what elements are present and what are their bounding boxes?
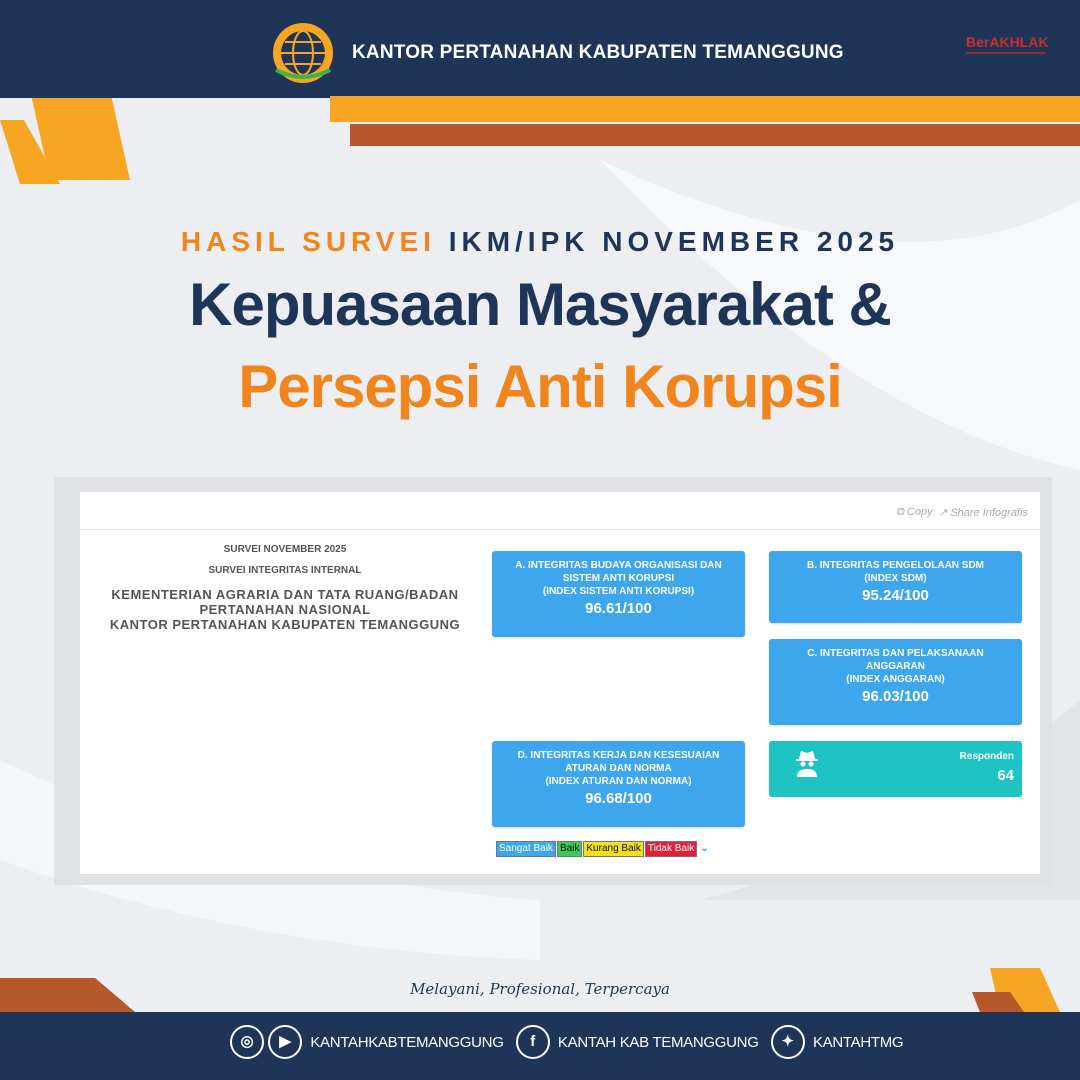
- card-label: D. INTEGRITAS KERJA DAN KESESUAIAN: [517, 750, 720, 761]
- twitter-handle[interactable]: KANTAHTMG: [812, 1033, 904, 1051]
- facebook-handle[interactable]: KANTAH KAB TEMANGGUNG: [557, 1033, 759, 1051]
- rating-legend: [496, 838, 712, 854]
- share-infografis-button[interactable]: ↗ Share Infografis: [938, 507, 1028, 519]
- atr-bpn-logo-icon: [268, 18, 338, 88]
- index-card-anti-korupsi: [492, 551, 745, 637]
- panel-toolbar: [80, 492, 1040, 530]
- org-line-2: PERTANAHAN NASIONAL: [199, 602, 371, 617]
- card-value: 96.03/100: [862, 688, 929, 705]
- legend-kurang-baik: Kurang Baik: [583, 841, 643, 857]
- instagram-youtube-handle[interactable]: KANTAHKABTEMANGGUNG: [310, 1033, 504, 1051]
- index-card-anggaran: [769, 639, 1022, 725]
- index-card-aturan-norma: [492, 741, 745, 827]
- respondent-label: Responden: [959, 751, 1014, 762]
- org-line-3: KANTOR PERTANAHAN KABUPATEN TEMANGGUNG: [109, 617, 461, 632]
- social-links: [230, 1025, 911, 1063]
- survey-period: SURVEI NOVEMBER 2025: [223, 544, 347, 555]
- card-label: ANGGARAN: [866, 661, 925, 672]
- org-line-1: KEMENTERIAN AGRARIA DAN TATA RUANG/BADAN: [111, 587, 459, 602]
- card-value: 95.24/100: [862, 587, 929, 604]
- card-label: (INDEX ANGGARAN): [846, 674, 945, 685]
- card-value: 96.68/100: [585, 790, 652, 807]
- card-label: C. INTEGRITAS DAN PELAKSANAAN: [807, 648, 984, 659]
- instagram-icon[interactable]: ◎: [230, 1025, 264, 1059]
- card-label: (INDEX SISTEM ANTI KORUPSI): [542, 586, 695, 597]
- survey-info: [80, 544, 490, 632]
- header-stripe-secondary: [350, 124, 1080, 146]
- chevron-down-icon[interactable]: ⌄: [700, 843, 709, 854]
- copy-button[interactable]: ⧉ Copy: [896, 506, 933, 518]
- card-label: (INDEX SDM): [864, 573, 927, 584]
- legend-tidak-baik: Tidak Baik: [645, 841, 697, 857]
- legend-baik: Baik: [557, 841, 582, 857]
- index-card-sdm: [769, 551, 1022, 623]
- card-label: SISTEM ANTI KORUPSI: [562, 573, 675, 584]
- respondent-count: 64: [997, 767, 1014, 784]
- card-label: A. INTEGRITAS BUDAYA ORGANISASI DAN: [515, 560, 722, 571]
- headline-title-1: Kepuasaan Masyarakat &: [189, 271, 891, 338]
- survey-type: SURVEI INTEGRITAS INTERNAL: [208, 565, 362, 576]
- user-secret-icon: [791, 747, 823, 779]
- card-label: ATURAN DAN NORMA: [565, 763, 672, 774]
- header-stripe: [330, 96, 1080, 122]
- org-title: KANTOR PERTANAHAN KABUPATEN TEMANGGUNG: [352, 42, 844, 63]
- card-label: B. INTEGRITAS PENGELOLAAN SDM: [806, 560, 985, 571]
- youtube-icon[interactable]: ▶: [268, 1025, 302, 1059]
- facebook-icon[interactable]: f: [516, 1025, 550, 1059]
- survey-subtitle: HASIL SURVEI IKM/IPK NOVEMBER 2025: [180, 226, 900, 257]
- tagline: Melayani, Profesional, Terpercaya: [410, 980, 670, 998]
- survey-result-panel: [80, 492, 1040, 874]
- legend-sangat-baik: Sangat Baik: [496, 841, 556, 857]
- headline-title-2: Persepsi Anti Korupsi: [238, 353, 842, 420]
- card-value: 96.61/100: [585, 600, 652, 617]
- berakhlak-logo: BerAKHLAK: [966, 34, 1062, 62]
- card-label: (INDEX ATURAN DAN NORMA): [545, 776, 692, 787]
- respondent-card: [769, 741, 1022, 797]
- twitter-icon[interactable]: ✦: [771, 1025, 805, 1059]
